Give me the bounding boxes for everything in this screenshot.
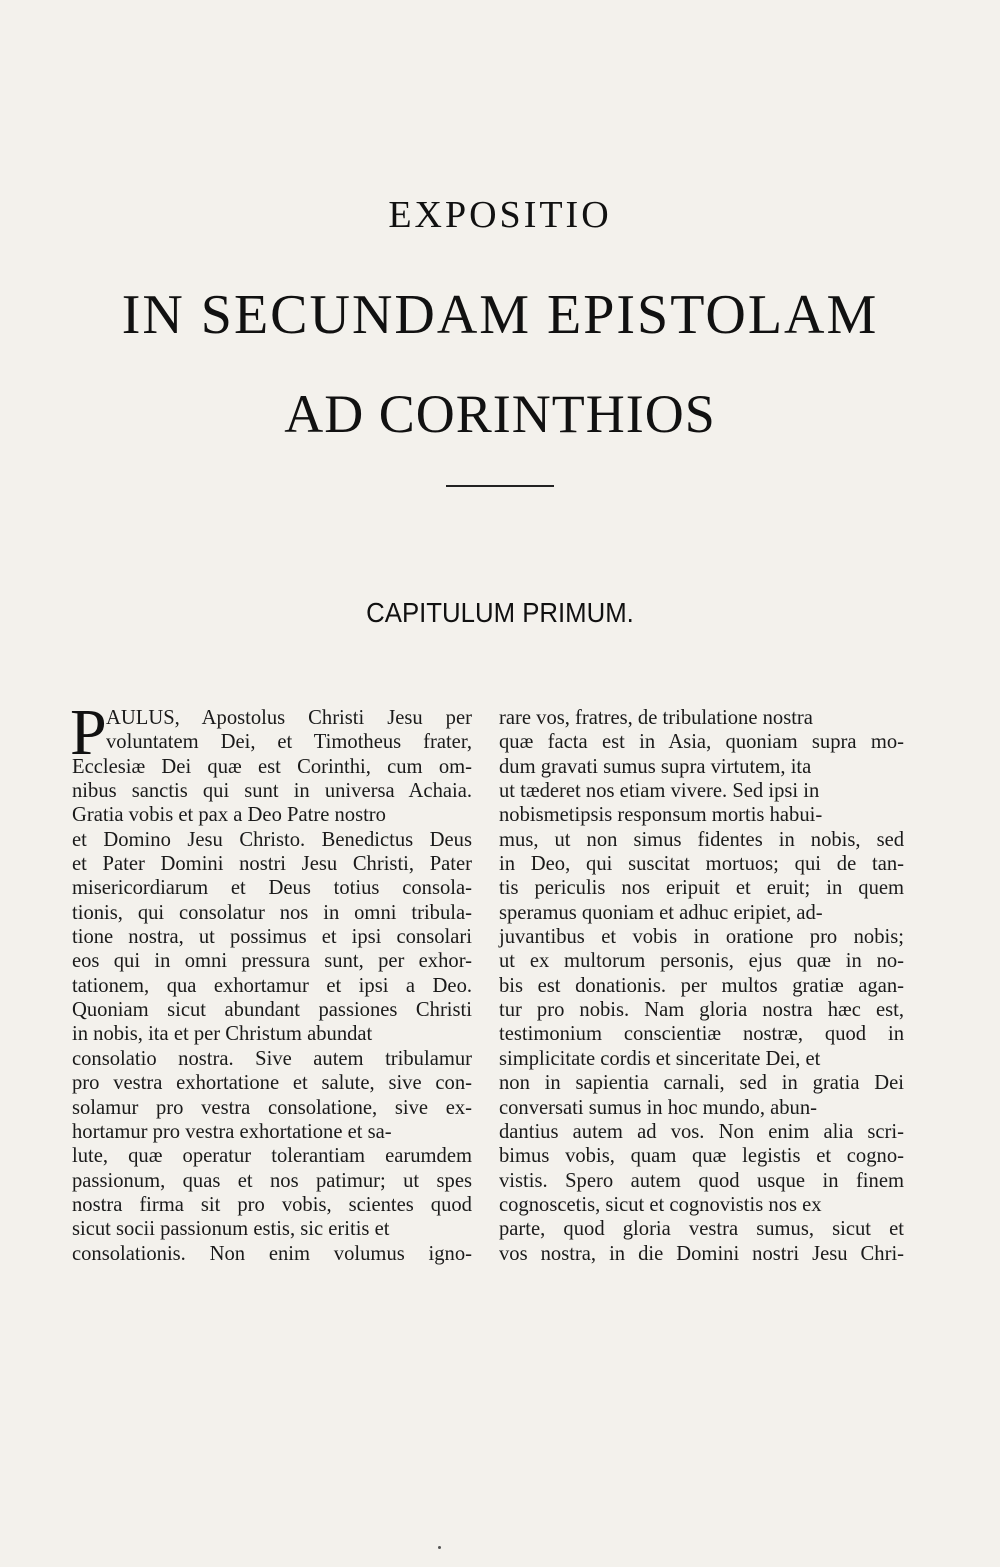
title-divider — [446, 485, 554, 487]
text-line: AULUS, Apostolus Christi Jesu per — [106, 707, 472, 729]
text-line: non in sapientia carnali, sed in gratia Dei — [499, 1072, 905, 1095]
drop-cap-letter: P — [70, 696, 107, 769]
text-line: ut tæderet nos etiam vivere. Sed ipsi in — [499, 780, 820, 803]
title-line-expositio: EXPOSITIO — [388, 194, 612, 236]
text-line: testimonium conscientiæ nostræ, quod in — [499, 1023, 904, 1046]
text-line: tione nostra, ut possimus et ipsi consolari — [72, 926, 472, 949]
text-line: quæ facta est in Asia, quoniam supra mo- — [499, 731, 904, 754]
text-line: juvantibus et vobis in oratione pro nobis; — [499, 926, 904, 949]
text-line: tionis, qui consolatur nos in omni tribula- — [72, 901, 472, 924]
text-line: hortamur pro vestra exhortatione et sa- — [72, 1120, 392, 1143]
text-line: lute, quæ operatur tolerantiam earumdem — [72, 1145, 473, 1168]
text-line: voluntatem Dei, et Timotheus frater, — [106, 731, 473, 754]
text-line: consolatio nostra. Sive autem tribulamur — [72, 1047, 473, 1070]
text-line: consolationis. Non enim volumus igno- — [72, 1242, 472, 1265]
text-line: et Pater Domini nostri Jesu Christi, Pater — [72, 853, 473, 876]
text-line: nobismetipsis responsum mortis habui- — [499, 804, 823, 827]
text-line: vos nostra, in die Domini nostri Jesu Chri- — [499, 1242, 905, 1265]
text-line: bis est donationis. per multos gratiæ agan- — [499, 974, 905, 997]
text-line: conversati sumus in hoc mundo, abun- — [499, 1096, 818, 1119]
text-line: in Deo, qui suscitat mortuos; qui de tan- — [499, 853, 905, 876]
text-line: tationem, qua exhortamur et ipsi a Deo. — [72, 974, 473, 997]
text-line: tis periculis nos eripuit et eruit; in quem — [499, 877, 905, 900]
text-line: parte, quod gloria vestra sumus, sicut et — [499, 1218, 905, 1241]
text-line: pro vestra exhortatione et salute, sive con- — [72, 1072, 472, 1095]
text-line: simplicitate cordis et sinceritate Dei, et — [499, 1047, 821, 1070]
text-line: Gratia vobis et pax a Deo Patre nostro — [72, 804, 386, 827]
text-line: Quoniam sicut abundant passiones Christi — [72, 999, 472, 1022]
text-line: tur pro nobis. Nam gloria nostra hæc est, — [499, 999, 904, 1022]
left-text-column — [70, 696, 473, 1266]
text-line: sicut socii passionum estis, sic eritis et — [72, 1218, 390, 1241]
text-line: eos qui in omni pressura sunt, per exhor- — [72, 950, 473, 973]
text-line: ut ex multorum personis, ejus quæ in no- — [499, 950, 905, 973]
text-line: vistis. Spero autem quod usque in finem — [499, 1169, 904, 1192]
text-line: nostra firma sit pro vobis, scientes quod — [72, 1193, 472, 1216]
text-line: solamur pro vestra consolatione, sive ex- — [72, 1096, 473, 1119]
chapter-title: CAPITULUM PRIMUM. — [366, 597, 634, 628]
text-line: nibus sanctis qui sunt in universa Achaia. — [72, 780, 473, 803]
text-line: misericordiarum et Deus totius consola- — [72, 877, 472, 900]
text-line: dantius autem ad vos. Non enim alia scri- — [499, 1120, 904, 1143]
title-line-corinthios: AD CORINTHIOS — [284, 384, 716, 444]
text-line: in nobis, ita et per Christum abundat — [72, 1023, 373, 1046]
title-line-epistolam: IN SECUNDAM EPISTOLAM — [121, 284, 879, 346]
text-line: Ecclesiæ Dei quæ est Corinthi, cum om- — [72, 755, 472, 778]
right-text-column — [499, 706, 904, 1266]
text-line: cognoscetis, sicut et cognovistis nos ex — [499, 1193, 822, 1216]
text-line: et Domino Jesu Christo. Benedictus Deus — [72, 828, 472, 851]
text-line: mus, ut non simus fidentes in nobis, sed — [499, 828, 905, 851]
text-line: speramus quoniam et adhuc eripiet, ad- — [499, 901, 823, 924]
text-line: dum gravati sumus supra virtutem, ita — [499, 755, 812, 778]
print-speck — [438, 1546, 441, 1549]
text-line: passionum, quas et nos patimur; ut spes — [72, 1169, 472, 1192]
text-line: rare vos, fratres, de tribulatione nostra — [499, 707, 813, 729]
text-line: bimus vobis, quam quæ legistis et cogno- — [499, 1145, 904, 1168]
